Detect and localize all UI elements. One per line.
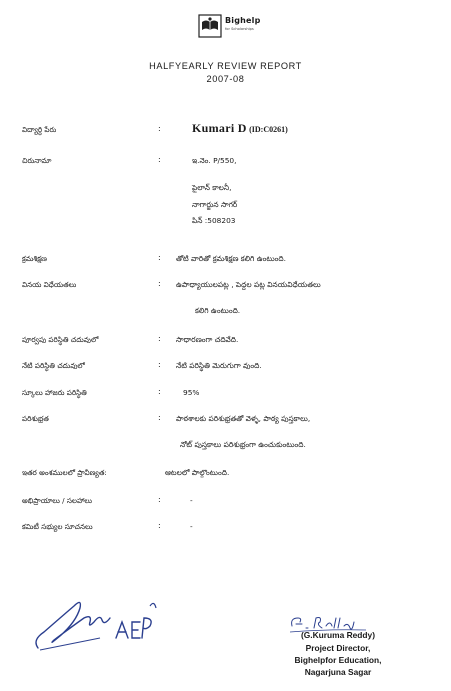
address-row [0,200,451,214]
signatory-designation: Project Director, [305,643,371,653]
other-skills-row [0,468,451,482]
field-value: నేటి పరిస్థితి మెరుగుగా వుంది. [176,361,262,370]
address-row [0,156,451,170]
student-name-row [0,122,451,136]
field-value: తోటి వారితో క్రమశిక్షణ కలిగి ఉంటుంది. [176,254,286,263]
colon: : [158,521,161,530]
obedience-row [0,306,451,320]
field-label: పూర్వపు పరిస్థితి చదువులో [22,335,99,344]
address-row [0,183,451,197]
address-row [0,216,451,230]
field-label: కమిటీ సభ్యుల సూచనలు [22,522,93,531]
address-line: నాగార్జున సాగర్ [192,200,238,209]
field-label: ఇతర అంశములలో ప్రావీణ్యత: [22,468,107,477]
obedience-row [0,280,451,294]
field-value: - [190,496,193,505]
field-value: 95% [183,388,200,397]
handwritten-signature-left [30,588,160,658]
logo-name: Bighelp [225,16,261,25]
signatory-place: Nagarjuna Sagar [304,667,372,677]
colon: : [158,495,161,504]
discipline-row [0,254,451,268]
current-academic-row [0,361,451,375]
opinions-row [0,496,451,510]
field-label: నేటి పరిస్థితి చదువులో [22,361,85,370]
field-value: నోట్ పుస్తకాలు పరిశుభ్రంగా ఉంచుకుంటుంది. [180,440,306,449]
field-label: వినయ విధేయతలు [22,280,77,289]
field-value: కలిగి ఉంటుంది. [195,306,241,315]
logo-tagline: for Scholarships [225,27,254,31]
colon: : [158,253,161,262]
field-value: ఆటలలో పాల్గొంటుంది. [165,468,230,477]
student-name: Kumari D (ID:C0261) [192,121,288,135]
field-label: విద్యార్థి పేరు [22,125,57,134]
field-value: ఉపాధ్యాయులపట్ల , పెద్దల పట్ల వినయవిధేయతలు [176,280,321,289]
book-icon [198,14,222,38]
field-label: అభిప్రాయాలు / సలహాలు [22,496,92,505]
cleanliness-row [0,440,451,454]
address-line: పైలాన్ కాలనీ, [192,183,232,192]
previous-academic-row [0,335,451,349]
field-label: పరిశుభ్రత [22,414,49,423]
signatory-name: (G.Kuruma Reddy) [301,630,375,640]
report-year: 2007-08 [206,74,245,84]
colon: : [158,279,161,288]
colon: : [158,413,161,422]
field-label: క్రమశిక్షణ [22,254,47,263]
colon: : [158,334,161,343]
field-value: సాధారణంగా చదివేది. [176,335,239,344]
bighelp-logo [198,14,288,40]
report-title: HALFYEARLY REVIEW REPORT [149,61,302,71]
colon: : [158,155,161,164]
field-label: స్కూలు హాజరు పరిస్థితి [22,388,87,397]
field-value: పాఠశాలకు పరిశుభ్రతతో వెళ్ళ, పాఠ్య పుస్తకాలు, [176,414,311,423]
cleanliness-row [0,414,451,428]
field-label: చిరునామా [22,156,52,165]
address-line: పిన్ :508203 [192,216,236,225]
colon: : [158,124,161,133]
field-value: - [190,522,193,531]
colon: : [158,360,161,369]
colon: : [158,387,161,396]
committee-row [0,522,451,536]
signatory-organization: Bighelpfor Education, [294,655,382,665]
attendance-row [0,388,451,402]
address-line: ఇ.నెం. P/550, [192,156,237,165]
